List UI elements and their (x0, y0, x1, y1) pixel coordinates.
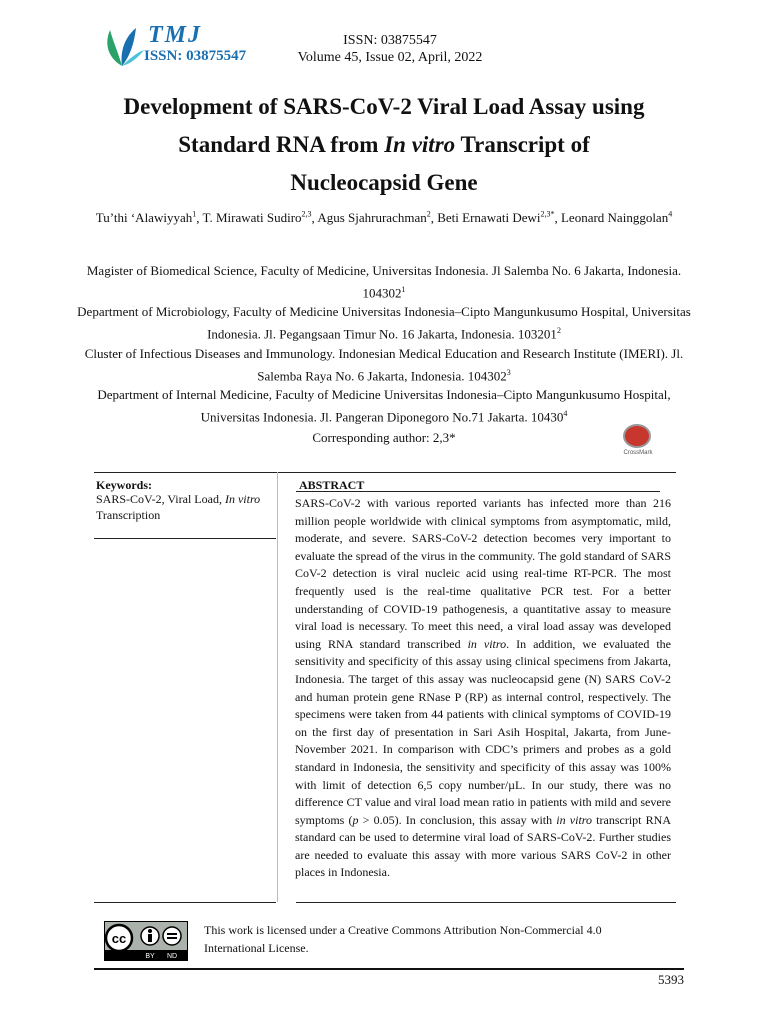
divider (94, 902, 276, 903)
author-list: Tu’thi ‘Alawiyyah$^1$, T. Mirawati Sudiro$^{2,3}$, Agus Sjahrurachman$^2$, Beti Ernawati Dewi$^{2,3*}$, Leonard Nainggolan$^4$ (95, 210, 673, 226)
logo-title: TMJ (148, 22, 202, 48)
keywords-heading: Keywords: (96, 478, 152, 492)
abstract-heading: ABSTRACT (299, 478, 365, 492)
cc-by-nd-icon (104, 921, 188, 961)
volume: Volume 45, Issue 02, April, 2022 (297, 50, 483, 65)
column-divider (277, 472, 278, 902)
divider (94, 472, 676, 473)
issn: ISSN: 03875547 (343, 33, 437, 48)
affiliation: Cluster of Infectious Diseases and Immunology. Indonesian Medical Education and Research Institute (IMERI). Jl. Salemba Raya No. 6 Jakarta, Indonesia. 104302$^3$ (84, 345, 684, 383)
cc-license-badge[interactable] (104, 921, 188, 961)
logo-issn: ISSN: 03875547 (144, 48, 247, 64)
title-italic: In vitro (384, 132, 456, 157)
corresponding-author: Corresponding author: 2,3* (312, 430, 456, 445)
divider (296, 902, 676, 903)
journal-logo (100, 22, 260, 68)
crossmark-icon (623, 424, 651, 448)
svg-text:cc: cc (111, 931, 127, 946)
author: Agus Sjahrurachman$^2$ (317, 210, 431, 226)
affiliation: Department of Internal Medicine, Faculty of Medicine Universitas Indonesia–Cipto Mangunkusumo Hospital, Universitas Indonesia. Jl. Pangeran Diponegoro No.71 Jakarta. 10430$^4$ (97, 386, 671, 425)
paper-title (60, 88, 708, 202)
abstract-body: SARS-CoV-2 with various reported variants has infected more than 216 million people worldwide with clinical symptoms from asymptomatic, mild, moderate, and severe. SARS-CoV-2 detection becomes very important to evaluate the spread of the virus in the community. The gold standard of SARS CoV-2 detection is viral nucleic acid using real-time RT-PCR. The most frequently used is the real-time qualitative PCR test. For a better understanding of COVID-19 pathogenesis, a quantitative assay to measure viral load is necessary. To meet this need, a viral load assay was developed using RNA standard transcribed in vitro. In addition, we evaluated the sensitivity and specificity of this assay using clinical specimens from Jakarta, Indonesia. The target of this assay was nucleocapsid gene (N) SARS CoV-2 and human protein gene RNase P (RP) as internal control, respectively. The specimens were taken from 44 patients with clinical symptoms of COVID-19 on the first day of presentation in Sari Asih Hospital, Jakarta, from June-November 2021. In comparison with CDC’s primers and probes as a gold standard in Indonesia, the sensitivity and specificity of this assay was 100% with limit of detection 6,5 copy number/µL. In our study, there was no difference CT value and viral load mean ratio in patients with mild and severe symptoms (p > 0.05). In conclusion, this assay with in vitro transcript RNA standard can be used to determine viral load of SARS-CoV-2. Further studies are needed to evaluate this assay with more various SARS CoV-2 in other places in Indonesia. (295, 496, 672, 880)
author: Beti Ernawati Dewi$^{2,3*}$ (437, 210, 555, 226)
svg-text:ND: ND (166, 953, 178, 960)
affiliation: Department of Microbiology, Faculty of Medicine Universitas Indonesia–Cipto Mangunkusumo Hospital, Universitas Indonesia. Jl. Pegangsaan Timur No. 16 Jakarta, Indonesia. 103201$^2$ (77, 304, 691, 342)
affiliation: Magister of Biomedical Science, Faculty of Medicine, Universitas Indonesia. Jl Salemba No. 6 Jakarta, Indonesia. 104302$^1$ (86, 263, 682, 301)
divider (94, 538, 276, 539)
footer-rule (94, 968, 684, 970)
leaf-logo-icon (100, 22, 146, 68)
title-line-1: Development of SARS-CoV-2 Viral Load Assay using (123, 94, 645, 119)
license-text: This work is licensed under a Creative Commons Attribution Non-Commercial 4.0 International License. (204, 923, 602, 955)
author: T. Mirawati Sudiro$^{2,3}$ (202, 210, 312, 226)
keywords-list: SARS-CoV-2, Viral Load, In vitro Transcription (96, 492, 261, 522)
journal-info (250, 32, 530, 66)
title-text: Standard RNA from (178, 132, 385, 157)
author: Tu’thi ‘Alawiyyah$^1$ (95, 210, 197, 226)
author: Leonard Nainggolan$^4$ (560, 210, 673, 226)
svg-text:BY: BY (145, 953, 155, 960)
page-number: 5393 (658, 972, 684, 987)
crossmark-badge[interactable] (616, 424, 660, 458)
affiliations (70, 261, 698, 426)
title-line-3: Nucleocapsid Gene (290, 170, 478, 195)
title-text: Transcript of (455, 132, 590, 157)
crossmark-label: CrossMark (623, 450, 653, 456)
title-line-2 (60, 126, 708, 164)
